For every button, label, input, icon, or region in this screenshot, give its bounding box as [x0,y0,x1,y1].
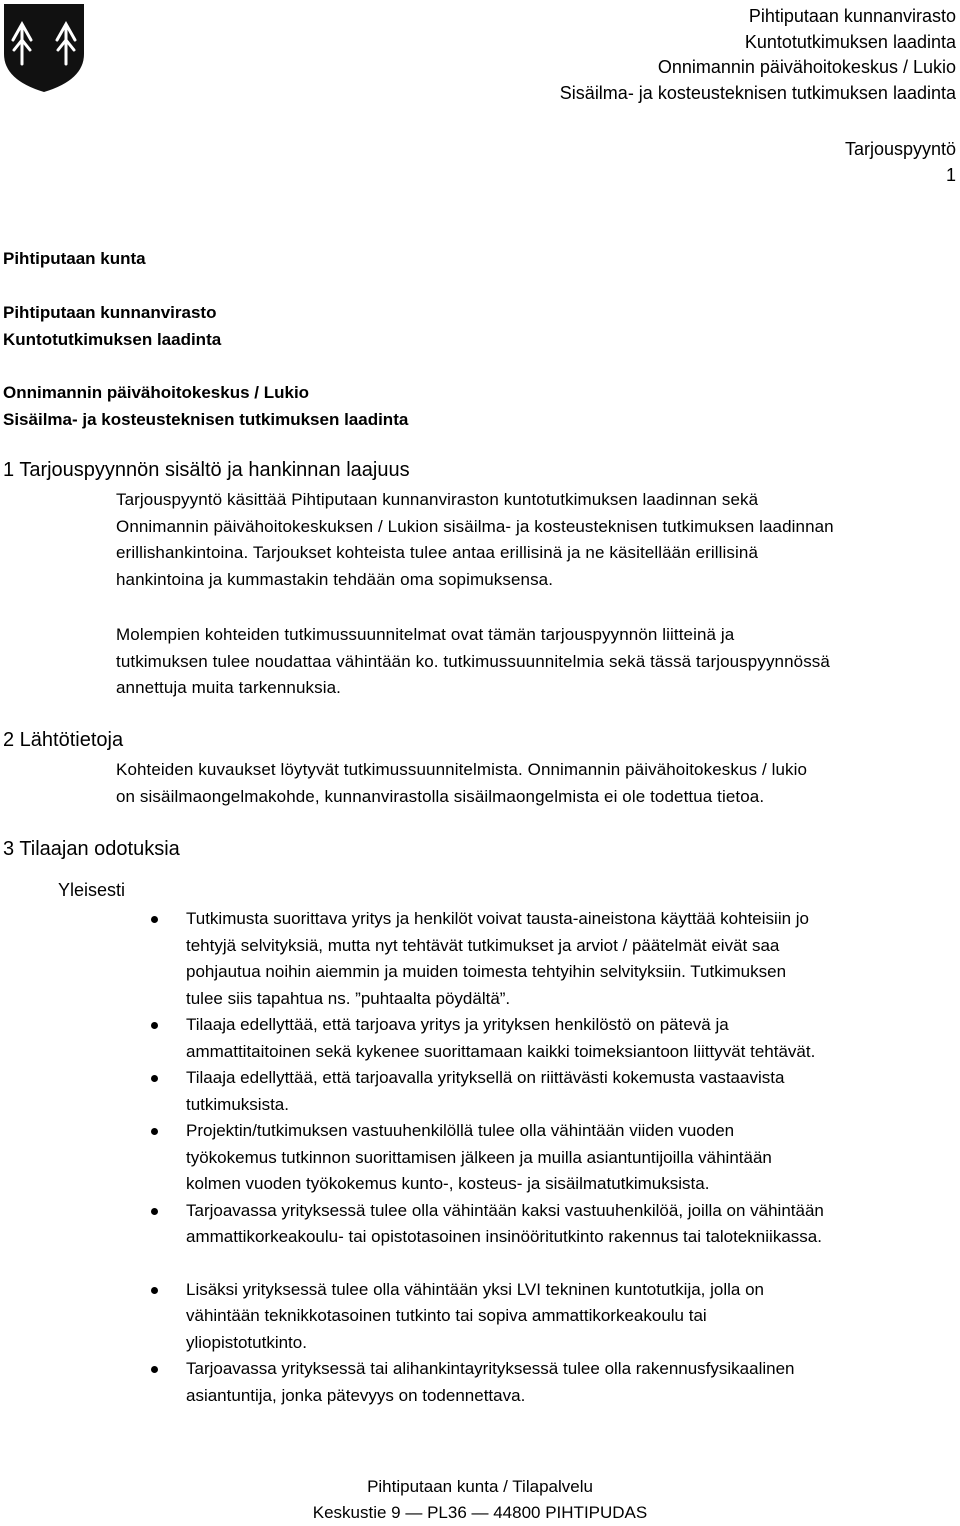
text-line: Tarjoavassa yrityksessä tulee olla vähintään kaksi vastuuhenkilöä, joilla on vähintään [186,1200,824,1220]
text-line: tehtyjä selvityksiä, mutta nyt tehtävät tutkimukset ja arviot / päätelmät eivät saa [186,935,780,955]
text-line: erillishankintoina. Tarjoukset kohteista tulee antaa erillisinä ja ne käsitellään erillisinä [116,543,759,562]
list-item [186,1198,956,1251]
page-number: 1 [945,165,956,185]
list-item [186,1356,956,1409]
text-line: yliopistotutkinto. [186,1332,307,1352]
footer-org: Pihtiputaan kunta / Tilapalvelu [367,1477,593,1496]
text-line: Tutkimusta suorittava yritys ja henkilöt voivat tausta-aineistona käyttää kohteisiin jo [186,909,809,928]
section-3-subheading: Yleisesti [58,880,126,900]
footer [0,1474,960,1526]
text-line: tutkimuksista. [186,1094,289,1114]
text-line: vähintään teknikkotasoinen tutkinto tai sopiva ammattikorkeakoulu tai [186,1306,707,1325]
text-line: annettuja muita tarkennuksia. [116,678,341,697]
document-type: Tarjouspyyntö [844,139,956,159]
project-name-2: Sisäilma- ja kosteusteknisen tutkimuksen laadinta [3,410,409,429]
section-1-paragraph-1 [116,487,956,593]
bullet-icon [151,1075,158,1082]
header-line-office: Pihtiputaan kunnanvirasto [748,6,956,26]
text-line: Projektin/tutkimuksen vastuuhenkilöllä tulee olla vähintään viiden vuoden [186,1121,735,1140]
text-line: Tarjoavassa yrityksessä tai alihankintayrityksessä tulee olla rakennusfysikaalinen [186,1359,795,1378]
site-name: Onnimannin päivähoitokeskus / Lukio [3,383,310,402]
text-line: Molempien kohteiden tutkimussuunnitelmat ovat tämän tarjouspyynnön liitteinä ja [116,625,735,644]
text-line: tutkimuksen tulee noudattaa vähintään ko. tutkimussuunnitelmia sekä tässä tarjouspyynnössä [116,651,830,671]
list-item [186,1012,956,1065]
bullet-icon [151,1022,158,1029]
org-name: Pihtiputaan kunta [3,249,146,268]
bullet-icon [151,916,158,923]
text-line: ammattikorkeakoulu- tai opistotasoinen insinööritutkinto rakennus tai talotekniikassa. [186,1227,822,1246]
text-line: on sisäilmaongelmakohde, kunnanvirastolla sisäilmaongelmista ei ole todettua tietoa. [116,786,765,806]
project-name-1: Kuntotutkimuksen laadinta [3,330,222,349]
requirements-list [186,906,956,1409]
text-line: hankintoina ja kummastakin tehdään oma sopimuksensa. [116,569,554,589]
bullet-icon [151,1287,158,1294]
text-line: ammattitaitoinen sekä kykenee suorittamaan kaikki toimeksiantoon liittyvät tehtävät. [186,1041,816,1061]
section-3-heading: 3 Tilaajan odotuksia [3,838,180,860]
text-line: Lisäksi yrityksessä tulee olla vähintään yksi LVI tekninen kuntotutkija, jolla on [186,1279,764,1299]
text-line: Tilaaja edellyttää, että tarjoava yritys ja yrityksen henkilöstö on pätevä ja [186,1015,729,1034]
list-item [186,1065,956,1118]
section-2-heading: 2 Lähtötietoja [3,729,124,751]
bullet-icon [151,1208,158,1215]
list-item [186,1277,956,1357]
office-name: Pihtiputaan kunnanvirasto [3,303,217,322]
text-line: tulee siis tapahtua ns. ”puhtaalta pöydältä”. [186,988,511,1008]
bullet-icon [151,1366,158,1373]
section-1-heading: 1 Tarjouspyynnön sisältö ja hankinnan laajuus [3,459,410,481]
section-1-paragraph-2 [116,622,956,702]
coat-of-arms-icon [2,2,86,94]
bullet-icon [151,1128,158,1135]
municipality-coat-of-arms-logo [2,2,86,94]
list-item [186,1118,956,1198]
header-line-site: Onnimannin päivähoitokeskus / Lukio [657,57,956,77]
text-line: kolmen vuoden työkokemus kunto-, kosteus- ja sisäilmatutkimuksista. [186,1174,710,1193]
footer-address: Keskustie 9 — PL36 — 44800 PIHTIPUDAS [312,1503,648,1522]
header-line-project1: Kuntotutkimuksen laadinta [744,31,956,52]
text-line: Tilaaja edellyttää, että tarjoavalla yrityksellä on riittävästi kokemusta vastaavista [186,1068,785,1087]
list-item [186,906,956,1012]
text-line: Tarjouspyyntö käsittää Pihtiputaan kunnanviraston kuntotutkimuksen laadinnan sekä [116,490,759,509]
text-line: Kohteiden kuvaukset löytyvät tutkimussuunnitelmista. Onnimannin päivähoitokeskus / lukio [116,760,808,779]
text-line: pohjautua noihin aiemmin ja muiden toimesta tehtyihin selvityksiin. Tutkimuksen [186,962,787,981]
section-2-paragraph [116,757,956,810]
header-line-project2: Sisäilma- ja kosteusteknisen tutkimuksen laadinta [559,82,956,103]
text-line: Onnimannin päivähoitokeskuksen / Lukion sisäilma- ja kosteusteknisen tutkimuksen laadinnan [116,516,834,536]
text-line: työkokemus tutkinnon suorittamisen jälkeen ja muilla asiantuntijoilla vähintään [186,1147,772,1167]
document-type-block [845,136,956,188]
text-line: asiantuntija, jonka pätevyys on todennettava. [186,1385,526,1405]
header-project-info [560,4,956,106]
